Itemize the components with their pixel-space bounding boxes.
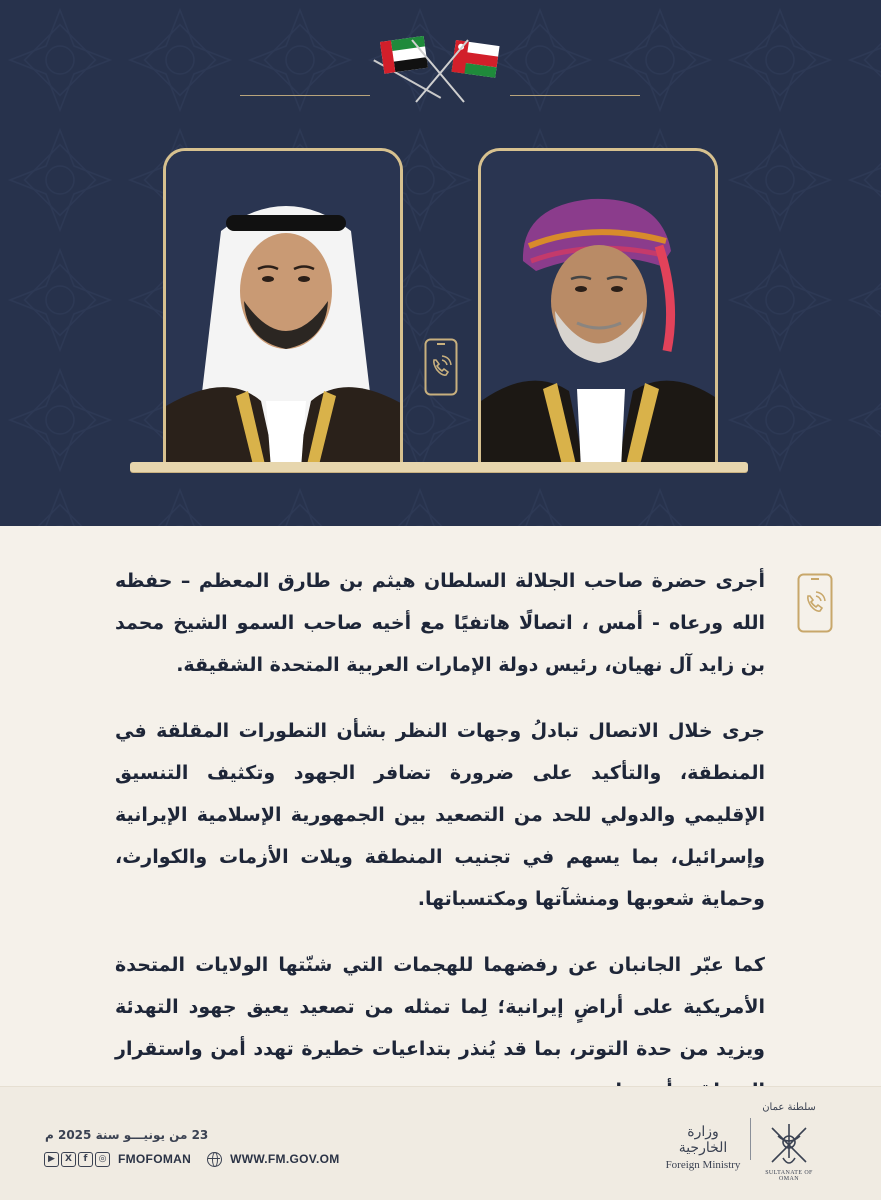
youtube-icon[interactable]: ▶: [44, 1152, 59, 1167]
website-link[interactable]: WWW.FM.GOV.OM: [230, 1152, 340, 1166]
portrait-sultan-oman: [478, 148, 718, 466]
ministry-name-en: Foreign Ministry: [665, 1159, 741, 1171]
article-paragraph: أجرى حضرة صاحب الجلالة السلطان هيثم بن طارق المعظم – حفظه الله ورعاه - أمس ، اتصالًا هاتفيًا مع أخيه صاحب السمو الشيخ محمد بن زايد آل نهيان، رئيس دولة الإمارات العربية المتحدة الشقيقة.: [115, 570, 765, 676]
divider-left: [240, 95, 370, 96]
phone-call-icon: [797, 573, 833, 633]
oman-emblem-icon: [758, 1106, 820, 1178]
header-banner: [0, 0, 881, 526]
footer-divider: [750, 1118, 751, 1160]
portrait-stage-bar: [130, 462, 748, 472]
social-handle[interactable]: FMOFOMAN: [118, 1152, 192, 1166]
x-icon[interactable]: X: [61, 1152, 76, 1167]
article-body: [115, 560, 765, 1136]
facebook-icon[interactable]: f: [78, 1152, 93, 1167]
article-paragraph: كما عبّر الجانبان عن رفضهما للهجمات التي شنّتها الولايات المتحدة الأمريكية على أراضٍ إيرانية؛ لِما تمثله من تصعيد يعيق جهود التهدئة ويزيد من حدة التوتر، بما قد يُنذر بتداعيات خطيرة تهدد أمن واستقرار: [115, 954, 765, 1060]
instagram-icon[interactable]: ◎: [95, 1152, 110, 1167]
article-paragraph: جرى خلال الاتصال تبادلُ وجهات النظر بشأن التطورات المقلقة في المنطقة، والتأكيد على ضرورة تضافر الجهود وتكثيف التنسيق الإقليمي والدولي للحد من التصعيد بين الجمهورية الإسلامية الإيرانية وإسرائيل، بما يسهم في تجنيب المنطقة ويلات الأزمات والكوارث، وحماية شعوبها ومنشآتها ومكتسباتها.: [115, 720, 765, 910]
social-links: [44, 1151, 340, 1167]
footer: [0, 1086, 881, 1200]
crossed-flags-icon: [372, 36, 508, 106]
emblem-caption-en: SULTANATE OF OMAN: [765, 1170, 813, 1182]
ministry-logo-text: [662, 1124, 744, 1171]
emblem-caption-ar: سلطنة عمان: [762, 1102, 816, 1113]
portrait-uae-president: [163, 148, 403, 466]
divider-right: [510, 95, 640, 96]
ministry-name-ar: وزارة الخارجية: [678, 1124, 728, 1156]
publish-date: 23 من يونيـــو سنة 2025 م: [45, 1128, 209, 1142]
globe-icon: [207, 1152, 222, 1167]
phone-call-icon: [424, 338, 458, 396]
